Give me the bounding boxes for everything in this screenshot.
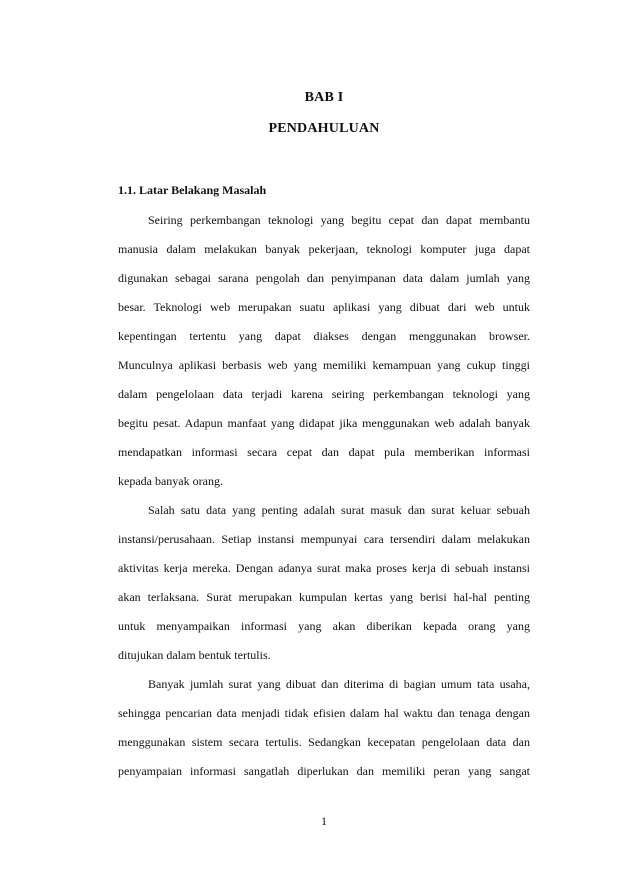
text-line: aktivitas kerja mereka. Dengan adanya surat maka proses kerja di sebuah instansi [118,561,530,575]
chapter-label: BAB I [304,90,344,105]
text-line: Seiring perkembangan teknologi yang begitu cepat dan dapat membantu [148,213,530,227]
text-line: begitu pesat. Adapun manfaat yang didapat jika menggunakan web adalah banyak [118,416,530,430]
text-line: Salah satu data yang penting adalah surat masuk dan surat keluar sebuah [148,503,530,517]
section-heading: 1.1. Latar Belakang Masalah [118,183,267,197]
text-line: sehingga pencarian data menjadi tidak efisien dalam hal waktu dan tenaga dengan [118,706,530,720]
text-line: kepada banyak orang. [118,474,223,488]
text-line: besar. Teknologi web merupakan suatu aplikasi yang dibuat dari web untuk [118,300,530,314]
text-line: mendapatkan informasi secara cepat dan dapat pula memberikan informasi [118,445,530,459]
text-line: ditujukan dalam bentuk tertulis. [118,648,271,662]
text-line: digunakan sebagai sarana pengolah dan penyimpanan data dalam jumlah yang [118,271,530,285]
text-line: penyampaian informasi sangatlah diperlukan dan memiliki peran yang sangat [118,764,530,778]
chapter-title: PENDAHULUAN [268,121,380,136]
text-line: Banyak jumlah surat yang dibuat dan diterima di bagian umum tata usaha, [148,677,530,691]
text-line: Munculnya aplikasi berbasis web yang memiliki kemampuan yang cukup tinggi [118,358,530,372]
text-line: untuk menyampaikan informasi yang akan diberikan kepada orang yang [118,619,530,633]
text-line: akan terlaksana. Surat merupakan kumpulan kertas yang berisi hal-hal penting [118,590,530,604]
text-line: menggunakan sistem secara tertulis. Sedangkan kecepatan pengelolaan data dan [118,735,530,749]
text-line: manusia dalam melakukan banyak pekerjaan, teknologi komputer juga dapat [118,242,530,256]
text-line: dalam pengelolaan data terjadi karena seiring perkembangan teknologi yang [118,387,530,401]
page-number: 1 [321,814,327,828]
text-line: instansi/perusahaan. Setiap instansi mempunyai cara tersendiri dalam melakukan [118,532,530,546]
text-line: kepentingan tertentu yang dapat diakses dengan menggunakan browser. [118,329,530,343]
